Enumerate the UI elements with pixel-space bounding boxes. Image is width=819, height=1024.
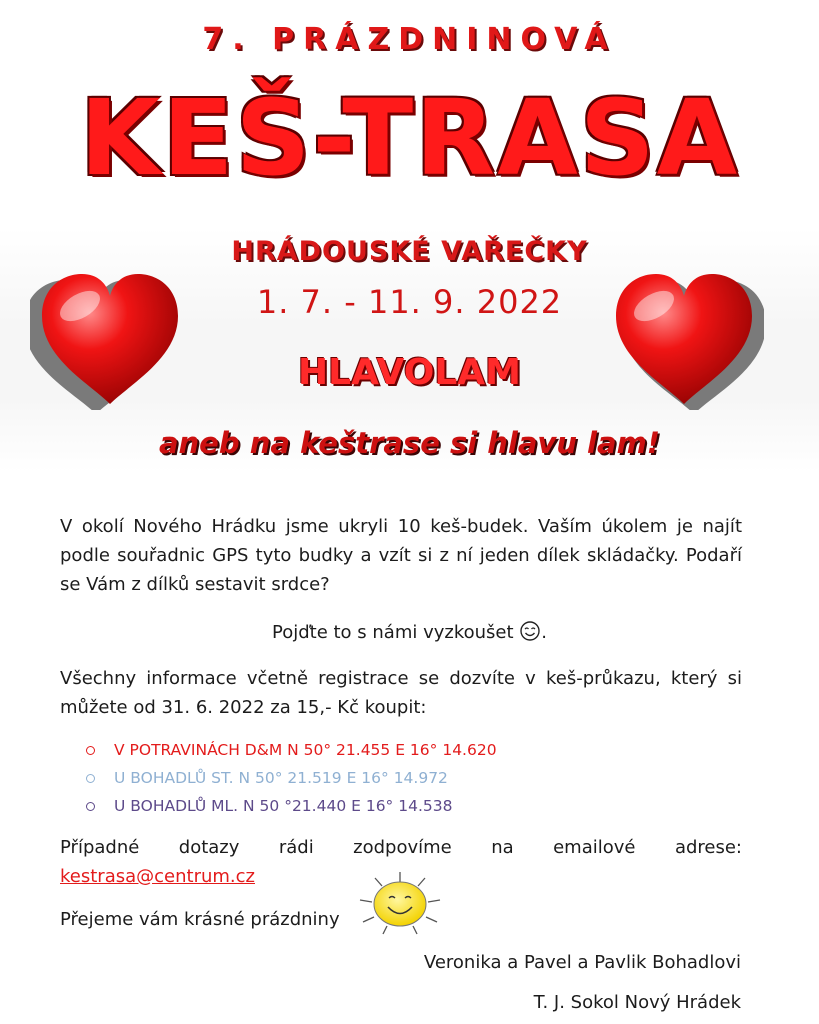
poster-subtitle: HRÁDOUSKÉ VAŘEČKY [231, 236, 588, 267]
invite-line: Pojďte to s námi vyzkoušet . [271, 622, 548, 643]
poster-kicker: 7. PRÁZDNINOVÁ [202, 22, 617, 57]
wish-text: Přejeme vám krásné prázdniny [60, 909, 340, 930]
poster-puzzle: HLAVOLAM [298, 352, 521, 393]
list-item: V POTRAVINÁCH D&M N 50° 21.455 E 16° 14.620 [60, 736, 742, 764]
smiley-icon [519, 620, 541, 642]
signature-names: Veronika a Pavel a Pavlik Bohadlovi [423, 952, 741, 973]
list-item: U BOHADLŮ ML. N 50 °21.440 E 16° 14.538 [60, 792, 742, 820]
email-link[interactable]: kestrasa@centrum.cz [60, 866, 255, 887]
sun-icon [355, 870, 445, 942]
signature-org: T. J. Sokol Nový Hrádek [533, 992, 741, 1013]
invite-text: Pojďte to s námi vyzkoušet [271, 622, 514, 643]
list-item: U BOHADLŮ ST. N 50° 21.519 E 16° 14.972 [60, 764, 742, 792]
heart-icon [604, 270, 764, 410]
poster-dates: 1. 7. - 11. 9. 2022 [256, 283, 563, 321]
poster-motto: aneb na keštrase si hlavu lam! [158, 426, 661, 460]
info-paragraph: Všechny informace včetně registrace se dozvíte v keš-průkazu, který si můžete od 31. 6. 2022 za 15,- Kč koupit: [60, 668, 742, 718]
location-list [60, 736, 742, 820]
intro-paragraph: V okolí Nového Hrádku jsme ukryli 10 keš-budek. Vaším úkolem je najít podle souřadnic GPS tyto budky a vzít si z ní jeden dílek skládačky. Podaří se Vám z dílků sestavit srdce? [60, 516, 742, 595]
contact-line: Případné dotazy rádi zodpovíme na emailové adrese: [60, 837, 742, 858]
poster-title: KEŠ-TRASA [79, 77, 740, 199]
heart-icon [30, 270, 190, 410]
